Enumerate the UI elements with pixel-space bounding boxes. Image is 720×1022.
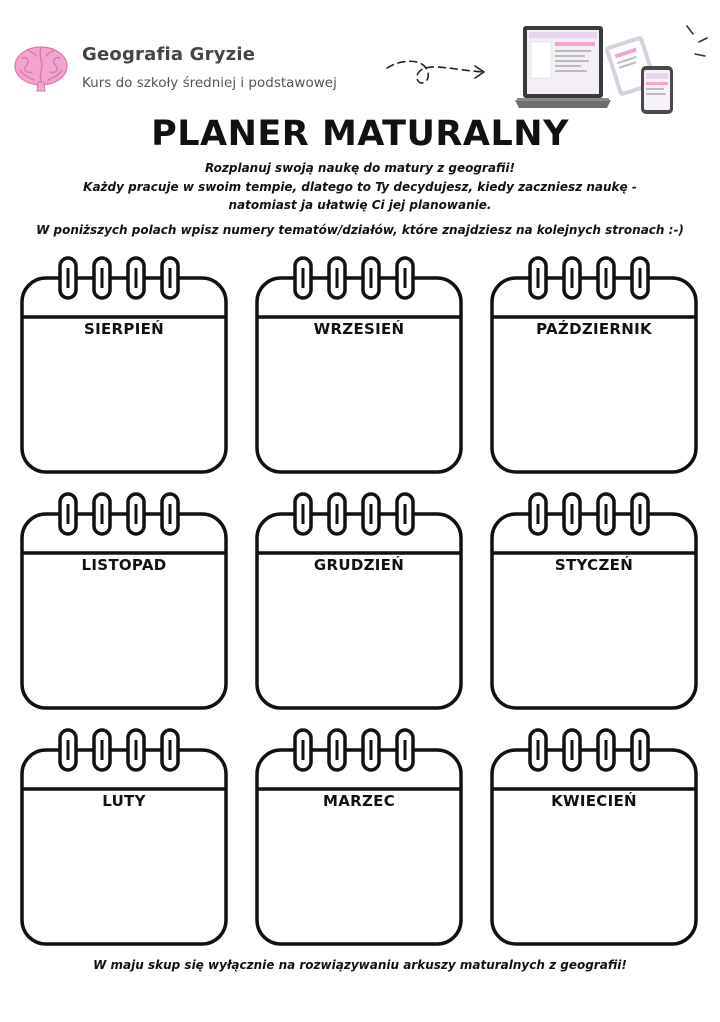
calendar-page-icon: [254, 728, 464, 948]
month-label: STYCZEŃ: [554, 556, 634, 574]
curly-arrow-icon: [385, 48, 490, 93]
brand-header: [12, 40, 372, 100]
month-card[interactable]: [19, 728, 229, 948]
month-card[interactable]: [489, 728, 699, 948]
month-label: SIERPIEŃ: [84, 320, 164, 338]
month-label: GRUDZIEŃ: [313, 556, 405, 574]
month-card[interactable]: [489, 256, 699, 476]
month-label: KWIECIEŃ: [551, 792, 637, 810]
month-card[interactable]: [254, 492, 464, 712]
calendar-page-icon: [19, 492, 229, 712]
month-label: MARZEC: [322, 792, 396, 810]
month-label: LISTOPAD: [81, 556, 167, 574]
calendar-page-icon: [19, 728, 229, 948]
footer-note: W maju skup się wyłącznie na rozwiązywaniu arkuszy maturalnych z geografii!: [93, 958, 627, 972]
month-card[interactable]: [19, 256, 229, 476]
devices-illustration-icon: [515, 18, 710, 118]
brand-name: Geografia Gryzie: [82, 44, 256, 65]
month-card[interactable]: [254, 728, 464, 948]
brand-subtitle: Kurs do szkoły średniej i podstawowej: [82, 75, 337, 91]
intro-line-1: Rozplanuj swoją naukę do matury z geografii!: [205, 161, 515, 175]
intro-line-2: Każdy pracuje w swoim tempie, dlatego to Ty decydujesz, kiedy zaczniesz naukę -: [83, 179, 637, 194]
month-label: WRZESIEŃ: [313, 320, 405, 338]
month-label: LUTY: [102, 792, 146, 810]
page-title: PLANER MATURALNY: [151, 114, 569, 154]
calendar-page-icon: [19, 256, 229, 476]
calendar-page-icon: [254, 492, 464, 712]
brain-logo-icon: [12, 42, 70, 92]
intro-text: [0, 159, 720, 215]
month-card[interactable]: [254, 256, 464, 476]
calendar-page-icon: [489, 492, 699, 712]
calendar-page-icon: [489, 728, 699, 948]
instruction-text: W poniższych polach wpisz numery tematów/działów, które znajdziesz na kolejnych stronach :-): [36, 223, 684, 237]
intro-line-3: natomiast ja ułatwię Ci jej planowanie.: [228, 198, 492, 212]
month-card[interactable]: [19, 492, 229, 712]
calendar-page-icon: [489, 256, 699, 476]
calendar-page-icon: [254, 256, 464, 476]
month-label: PAŹDZIERNIK: [536, 320, 652, 338]
month-card[interactable]: [489, 492, 699, 712]
